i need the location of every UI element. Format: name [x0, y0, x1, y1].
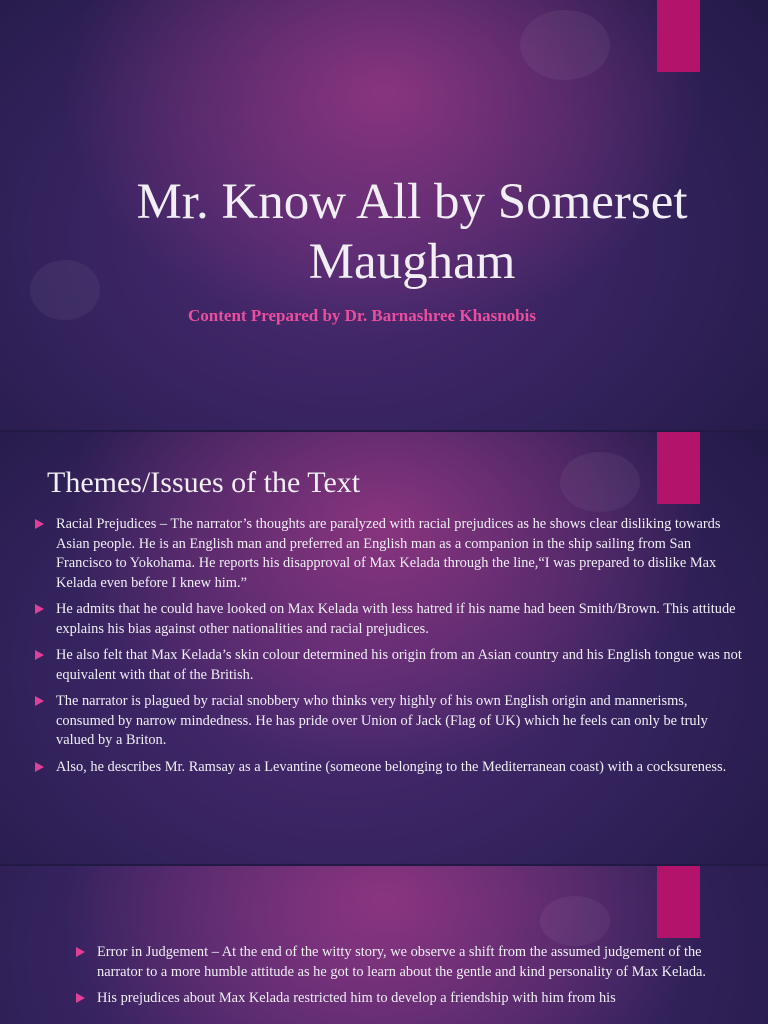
list-item-text: The narrator is plagued by racial snobbery who thinks very highly of his own English origin and mannerisms, consumed by narrow mindedness. He has pride over Union of Jack (Flag of UK) which he feels can only be truly valued by a Briton. [56, 693, 708, 748]
list-item [35, 758, 745, 778]
section-heading: Themes/Issues of the Text [47, 466, 361, 499]
bullet-list [35, 515, 745, 784]
accent-bar [657, 866, 700, 938]
triangle-bullet-icon [35, 604, 44, 614]
list-item-text: His prejudices about Max Kelada restricted him to develop a friendship with him from his [97, 990, 616, 1006]
list-item-text: He also felt that Max Kelada’s skin colour determined his origin from an Asian country and his English tongue was not equivalent with that of the British. [56, 647, 742, 683]
list-item-text: Racial Prejudices – The narrator’s thoughts are paralyzed with racial prejudices as he shows clear disliking towards Asian people. He is an English man and preferred an English man as a companion in the ship sailing from San Francisco to Yokohama. He reports his disapproval of Max Kelada through the line,“I was prepared to dislike Max Kelada even before I knew him.” [56, 516, 721, 591]
accent-bar [657, 432, 700, 504]
triangle-bullet-icon [35, 762, 44, 772]
background-bokeh [520, 10, 610, 80]
themes-slide [0, 432, 768, 864]
triangle-bullet-icon [76, 993, 85, 1003]
triangle-bullet-icon [35, 650, 44, 660]
list-item-text: Error in Judgement – At the end of the witty story, we observe a shift from the assumed judgement of the narrator to a more humble attitude as he got to learn about the gentle and kind personality of Max Kelada. [97, 944, 707, 980]
list-item [76, 989, 706, 1009]
slide-title: Mr. Know All by Somerset Maugham [136, 174, 688, 290]
judgement-slide [0, 866, 768, 1024]
title-slide [0, 0, 768, 430]
list-item [35, 646, 745, 685]
bullet-list [76, 943, 706, 1016]
triangle-bullet-icon [35, 696, 44, 706]
accent-bar [657, 0, 700, 72]
list-item-text: He admits that he could have looked on Max Kelada with less hatred if his name had been Smith/Brown. This attitude explains his bias against other nationalities and racial prejudices. [56, 601, 736, 637]
list-item [76, 943, 706, 982]
list-item-text: Also, he describes Mr. Ramsay as a Levantine (someone belonging to the Mediterranean coast) with a cocksureness. [56, 758, 727, 775]
triangle-bullet-icon [35, 519, 44, 529]
triangle-bullet-icon [76, 947, 85, 957]
background-bokeh [560, 452, 640, 512]
list-item [35, 600, 745, 639]
background-bokeh [540, 896, 610, 946]
list-item [35, 692, 745, 751]
list-item [35, 515, 745, 593]
slide-subtitle: Content Prepared by Dr. Barnashree Khasnobis [188, 306, 536, 325]
